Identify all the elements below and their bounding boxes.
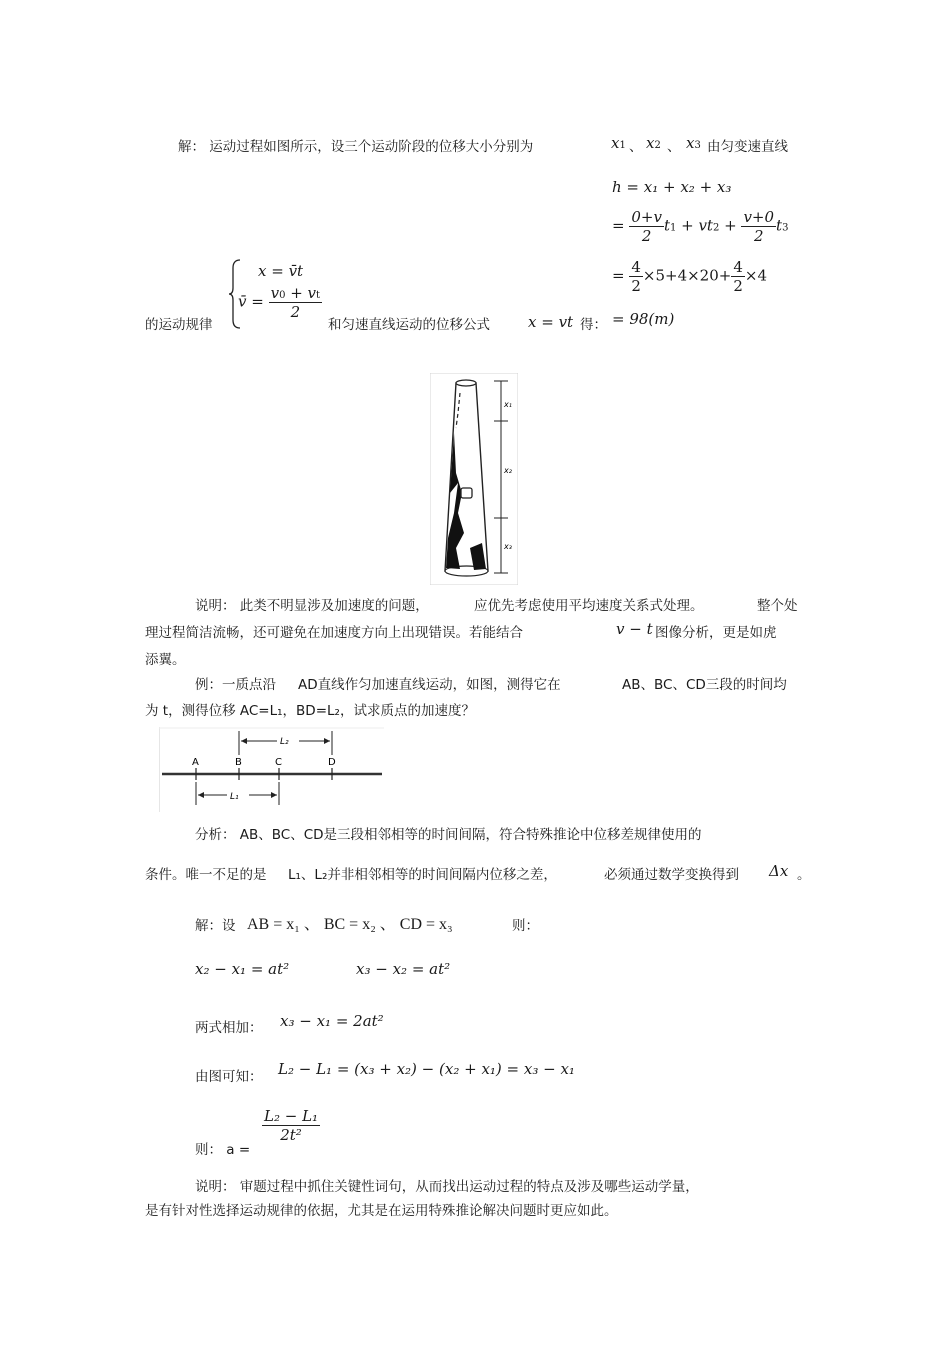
eq-result: = 98(m) xyxy=(612,310,675,328)
note2-line2: 是有针对性选择运动规律的依据，尤其是在运用特殊推论解决问题时更应如此。 xyxy=(145,1203,618,1219)
eq-fig: L₂ − L₁ = (x₃ + x₂) − (x₂ + x₁) = x₃ − x₁ xyxy=(278,1060,575,1078)
analysis-line2-c: 必须通过数学变换得到 xyxy=(604,867,739,883)
point-label: C xyxy=(275,757,282,768)
note1-line1-b: 应优先考虑使用平均速度关系式处理。 xyxy=(474,598,704,614)
example-line1-b: AD直线作匀加速直线运动，如图，测得它在 xyxy=(298,677,561,693)
analysis-line2-d: 。 xyxy=(797,867,811,883)
solution1-get: 得： xyxy=(580,317,607,333)
var-sep: 、 xyxy=(667,139,681,155)
l1-label: L₁ xyxy=(230,792,239,802)
note1-line2-b: 图像分析，更是如虎 xyxy=(655,625,777,641)
result-fraction xyxy=(262,1107,320,1144)
eq-avg-x: x = v̄t xyxy=(258,262,304,280)
eq-step3: = $\frac{4}{2}$ ×5+4×20+ $\frac{4}{2}$ ×4 xyxy=(612,258,768,295)
note1-line3: 添翼。 xyxy=(145,652,186,668)
example-line1-a: 例：一质点沿 xyxy=(195,677,276,693)
var-x2: x2 xyxy=(646,134,661,152)
solution2-then: 则： xyxy=(512,918,539,934)
var-x1: x1 xyxy=(611,134,626,152)
segment-figure xyxy=(159,727,384,812)
var-sep: 、 xyxy=(629,139,643,155)
eq-uniform: x = vt xyxy=(528,313,574,331)
eq2: x₃ − x₂ = at² xyxy=(356,960,451,978)
solution1-intro: 解： 运动过程如图所示，设三个运动阶段的位移大小分别为 xyxy=(178,139,534,155)
note1-line2-a: 理过程简洁流畅，还可避免在加速度方向上出现错误。若能结合 xyxy=(145,625,523,641)
eq-avg-v: v̄ = $\frac{v0 + vt}{2}$ xyxy=(238,284,321,321)
note1-line1-c: 整个处 xyxy=(757,598,798,614)
note2-line1: 说明： 审题过程中抓住关键性词句，从而找出运动过程的特点及涉及哪些运动学量， xyxy=(195,1179,699,1195)
example-line1-c: AB、BC、CD三段的时间均 xyxy=(622,677,787,693)
var-x3: x3 xyxy=(686,134,701,152)
solution1-prefix: 的运动规律 xyxy=(145,317,213,333)
svg-text:x₃: x₃ xyxy=(504,542,512,551)
vt-symbol: v − t xyxy=(616,620,653,638)
eq-h: h = x₁ + x₂ + x₃ xyxy=(612,178,732,196)
note1-line1-a: 说明： 此类不明显涉及加速度的问题， xyxy=(195,598,429,614)
point-label: D xyxy=(328,757,336,768)
eq-step2: = $\frac{0+v}{2}$ t1 + vt2 + $\frac{v+0}{2}$ t3 xyxy=(612,208,789,245)
analysis-line2-b: L₁、L₂并非相邻相等的时间间隔内位移之差， xyxy=(288,867,557,883)
example-line2: 为 t，测得位移 AC=L₁，BD=L₂，试求质点的加速度？ xyxy=(145,703,475,719)
delta-x: Δx xyxy=(769,862,789,880)
eq1: x₂ − x₁ = at² xyxy=(195,960,290,978)
svg-text:x₁: x₁ xyxy=(504,400,512,409)
point-label: B xyxy=(235,757,242,768)
analysis-line1: 分析： AB、BC、CD是三段相邻相等的时间间隔，符合特殊推论中位移差规律使用的 xyxy=(195,827,702,843)
fig-label: 由图可知： xyxy=(195,1069,263,1085)
l2-label: L₂ xyxy=(280,737,289,747)
solution2-set-eq: AB = x₁ 、 BC = x₂ 、 CD = x₃ xyxy=(247,916,453,933)
solution1-middle: 和匀速直线运动的位移公式 xyxy=(328,317,490,333)
res-label: 则： a = xyxy=(195,1142,251,1158)
svg-text:x₂: x₂ xyxy=(504,466,512,475)
solution2-set-label: 解：设 xyxy=(195,918,236,934)
point-label: A xyxy=(192,757,199,768)
solution1-after-vars: 由匀变速直线 xyxy=(707,139,788,155)
eq-sum: x₃ − x₁ = 2at² xyxy=(280,1012,384,1030)
sum-label: 两式相加： xyxy=(195,1020,263,1036)
analysis-line2-a: 条件。唯一不足的是 xyxy=(145,867,267,883)
result-denominator: 2t² xyxy=(280,1126,302,1144)
result-numerator: L₂ − L₁ xyxy=(264,1107,319,1125)
motion-figure xyxy=(430,373,518,585)
